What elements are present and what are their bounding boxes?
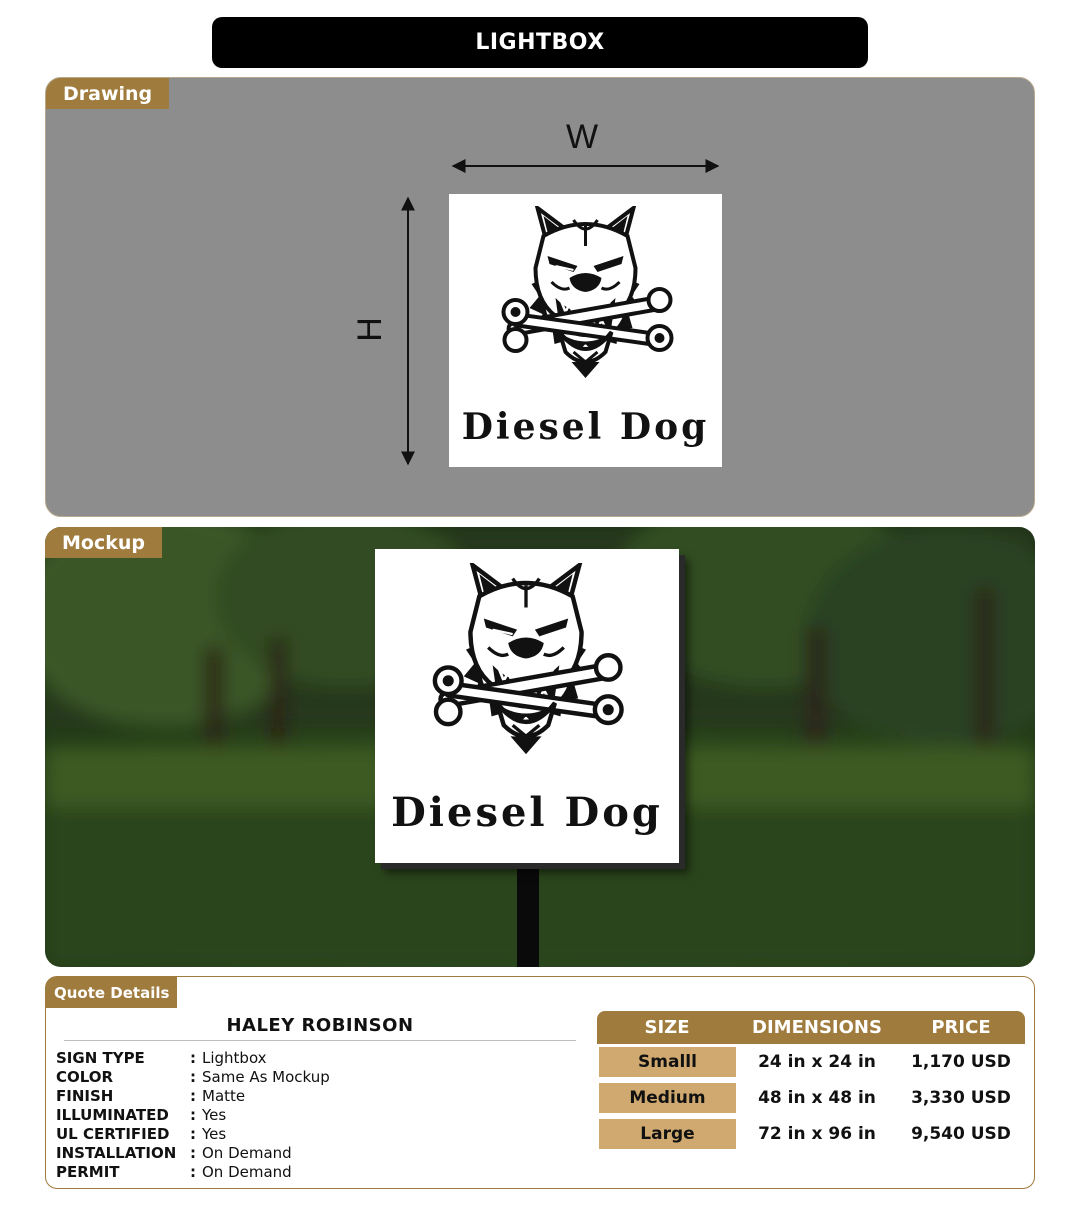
quote-details-tab: Quote Details (46, 977, 177, 1008)
dog-logo-icon (413, 563, 639, 763)
spec-value: On Demand (202, 1163, 292, 1181)
price-row (597, 1116, 1025, 1152)
spec-row-finish (56, 1087, 245, 1106)
logo-text: Diesel Dog (391, 789, 663, 836)
spec-row-installation (56, 1144, 292, 1163)
size-cell: Smalll (599, 1047, 736, 1077)
mockup-tab: Mockup (45, 527, 162, 558)
height-label: H (350, 317, 389, 342)
dog-logo-icon (484, 206, 687, 386)
spec-label: FINISH (56, 1087, 114, 1105)
spec-value: Same As Mockup (202, 1068, 330, 1086)
dimensions-cell: 24 in x 24 in (758, 1052, 876, 1072)
spec-value: On Demand (202, 1144, 292, 1162)
divider (64, 1040, 576, 1041)
sign-pole (517, 869, 539, 967)
spec-colon: : (190, 1163, 196, 1181)
spec-colon: : (190, 1106, 196, 1124)
price-cell: 9,540 USD (911, 1124, 1011, 1144)
spec-label: UL CERTIFIED (56, 1125, 170, 1143)
price-cell: 3,330 USD (911, 1088, 1011, 1108)
spec-label: SIGN TYPE (56, 1049, 145, 1067)
spec-row-ul-certified (56, 1125, 226, 1144)
price-table (597, 1011, 1025, 1152)
spec-label: PERMIT (56, 1163, 120, 1181)
price-cell: 1,170 USD (911, 1052, 1011, 1072)
spec-colon: : (190, 1049, 196, 1067)
size-cell: Large (599, 1119, 736, 1149)
spec-colon: : (190, 1087, 196, 1105)
spec-label: ILLUMINATED (56, 1106, 169, 1124)
drawing-panel (45, 77, 1035, 517)
spec-colon: : (190, 1144, 196, 1162)
sign-drawing (449, 194, 722, 467)
header-price: PRICE (931, 1017, 991, 1038)
spec-row-color (56, 1068, 330, 1087)
header-size: SIZE (644, 1017, 690, 1038)
sign-mockup (375, 549, 679, 863)
price-row (597, 1044, 1025, 1080)
drawing-tab: Drawing (46, 78, 169, 109)
spec-row-illuminated (56, 1106, 226, 1125)
customer-name: HALEY ROBINSON (226, 1015, 414, 1036)
header-dimensions: DIMENSIONS (752, 1017, 882, 1038)
size-cell: Medium (599, 1083, 736, 1113)
spec-label: INSTALLATION (56, 1144, 177, 1162)
spec-value: Lightbox (202, 1049, 267, 1067)
quote-details-panel (45, 976, 1035, 1189)
dimensions-cell: 72 in x 96 in (758, 1124, 876, 1144)
price-table-header (597, 1011, 1025, 1044)
spec-label: COLOR (56, 1068, 114, 1086)
spec-value: Yes (202, 1125, 227, 1143)
mockup-panel (45, 527, 1035, 967)
spec-colon: : (190, 1125, 196, 1143)
spec-colon: : (190, 1068, 196, 1086)
spec-row-permit (56, 1163, 292, 1182)
logo-text: Diesel Dog (461, 406, 710, 448)
spec-value: Matte (202, 1087, 246, 1105)
spec-value: Yes (202, 1106, 227, 1124)
dimensions-cell: 48 in x 48 in (758, 1088, 876, 1108)
page-title: LIGHTBOX (212, 17, 868, 68)
width-label: W (566, 118, 599, 156)
price-row (597, 1080, 1025, 1116)
spec-row-sign-type (56, 1049, 267, 1068)
